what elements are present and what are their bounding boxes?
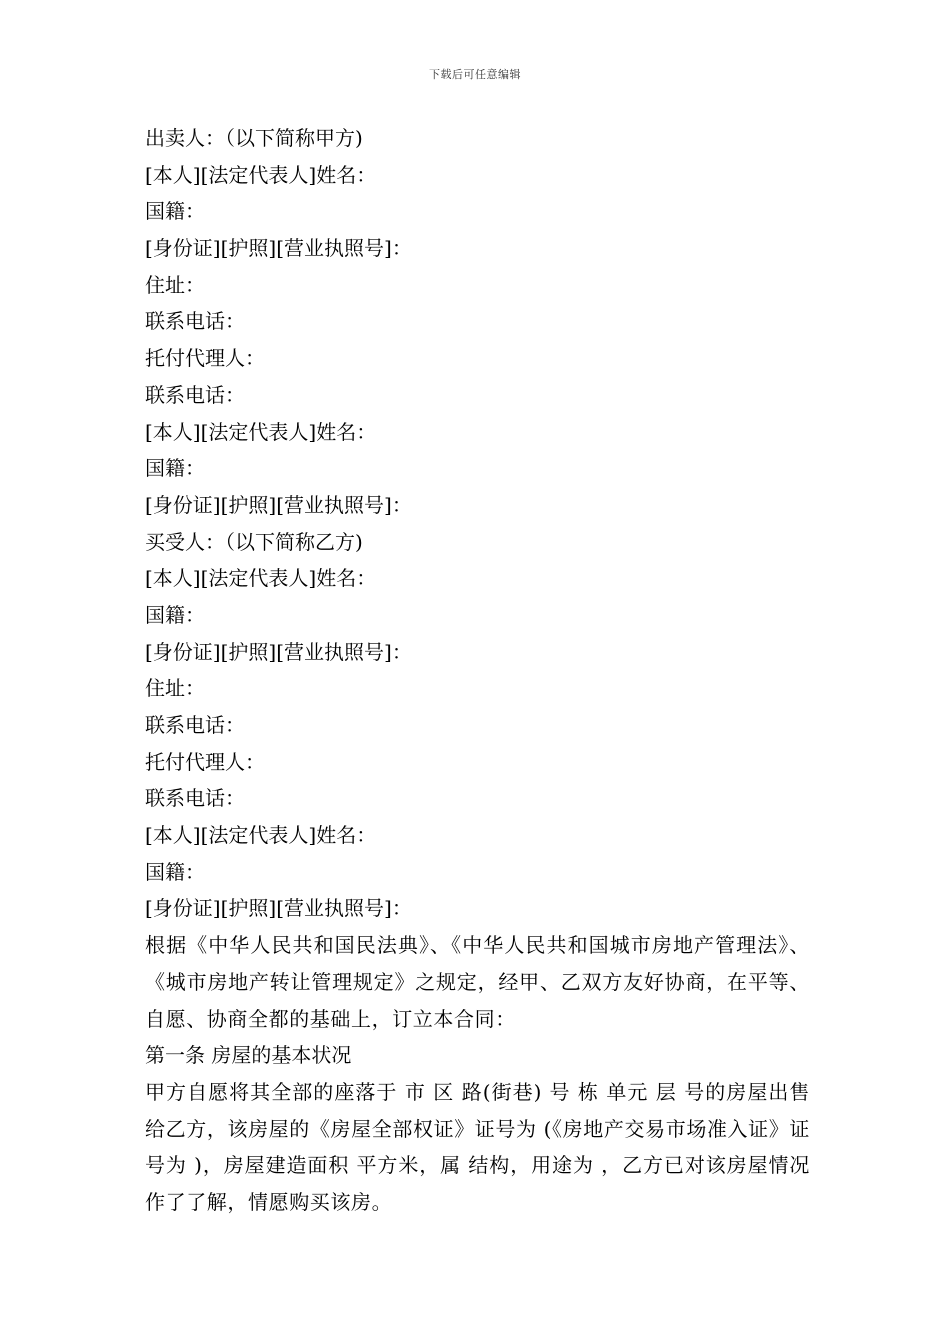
buyer-address-field: 住址： (145, 676, 205, 701)
seller-agent-nationality-field: 国籍： (145, 456, 205, 481)
seller-agent-name-field: [本人][法定代表人]姓名： (145, 419, 377, 444)
seller-address-field: 住址： (145, 272, 205, 297)
seller-heading: 出卖人：（以下简称甲方) (145, 126, 363, 150)
contract-body (145, 120, 810, 1221)
buyer-agent-nationality-field: 国籍： (145, 859, 205, 884)
article-1-title: 第一条 房屋的基本状况 (145, 1043, 352, 1068)
header-note: 下载后可任意编辑 (429, 68, 521, 81)
seller-id-field: [身份证][护照][营业执照号]： (145, 236, 412, 261)
buyer-nationality-field: 国籍： (145, 602, 205, 627)
seller-agent-field: 托付代理人： (145, 346, 265, 371)
buyer-phone-field: 联系电话： (145, 713, 245, 737)
article-1-body: 甲方自愿将其全部的座落于 市 区 路(街巷) 号 栋 单元 层 号的房屋出售给乙方，该房屋的《房屋全部权证》证号为 (《房地产交易市场准入证》证号为 )，房屋建造面积 平方米，属 结构，用途为 ，乙方已对该房屋情况作了了解，情愿购买该房。 (145, 1079, 810, 1215)
seller-name-field: [本人][法定代表人]姓名： (145, 162, 377, 187)
basis-paragraph: 根据《中华人民共和国民法典》、《中华人民共和国城市房地产管理法》、《城市房地产转让管理规定》之规定，经甲、乙双方友好协商，在平等、自愿、协商全都的基础上，订立本合同： (145, 933, 810, 1031)
buyer-id-field: [身份证][护照][营业执照号]： (145, 639, 412, 664)
buyer-agent-phone-field: 联系电话： (145, 786, 245, 811)
seller-agent-phone-field: 联系电话： (145, 382, 245, 407)
seller-nationality-field: 国籍： (145, 199, 205, 224)
buyer-heading: 买受人：（以下简称乙方) (145, 529, 363, 554)
seller-agent-id-field: [身份证][护照][营业执照号]： (145, 492, 412, 517)
buyer-agent-field: 托付代理人： (145, 749, 265, 774)
buyer-agent-id-field: [身份证][护照][营业执照号]： (145, 896, 412, 921)
buyer-name-field: [本人][法定代表人]姓名： (145, 566, 377, 591)
seller-phone-field: 联系电话： (145, 309, 245, 334)
buyer-agent-name-field: [本人][法定代表人]姓名： (145, 823, 377, 848)
